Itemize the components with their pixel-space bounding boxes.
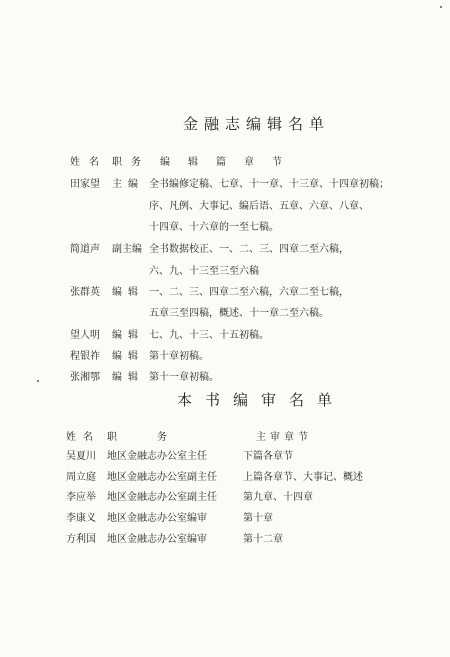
reviewer-name: 方利国 — [66, 534, 96, 545]
editor-name: 简道声 — [70, 244, 100, 255]
reviewer-role: 地区金融志办公室主任 — [107, 451, 207, 462]
editor-role: 副主编 — [112, 244, 142, 255]
header-name: 姓名 — [66, 432, 100, 443]
header-role: 职务 — [107, 432, 207, 443]
editor-work-line: 序、凡例、大事记、编后语、五章、六章、八章、 — [149, 201, 369, 212]
editor-work-line: 全书数据校正、一、二、三、四章二至六稿， — [149, 244, 349, 255]
scan-speck — [440, 6, 442, 8]
editor-role: 主编 — [112, 179, 144, 190]
editor-name: 张群英 — [70, 287, 100, 298]
editor-name: 田家望 — [70, 179, 100, 190]
scan-speck — [37, 380, 39, 382]
reviewer-name: 周立庭 — [66, 472, 96, 483]
editor-work-line: 五章三至四稿，概述、十一章二至六稿。 — [149, 308, 329, 319]
editor-name: 程银祚 — [70, 351, 100, 362]
reviewer-name: 吴夏川 — [66, 451, 96, 462]
header-chapters: 编辑篇章节 — [160, 157, 300, 168]
editor-work-line: 十四章、十六章的一至七稿。 — [149, 222, 279, 233]
editor-name: 张湘鄂 — [70, 372, 100, 383]
editor-work-line: 六、九、十三至三至六稿 — [149, 266, 259, 277]
reviewer-chapters: 第九章、十四章 — [243, 492, 313, 503]
reviewer-chapters: 下篇各章节 — [243, 451, 293, 462]
reviewer-chapters: 上篇各章节、大事记、概述 — [243, 472, 363, 483]
editor-work-line: 第十章初稿。 — [149, 351, 209, 362]
editor-role: 编辑 — [112, 351, 144, 362]
editor-role: 编辑 — [112, 372, 144, 383]
header-chapters: 主审章节 — [256, 432, 312, 443]
reviewer-chapters: 第十章 — [243, 513, 273, 524]
editor-role: 编辑 — [112, 287, 144, 298]
editor-work-line: 七、九、十三、十五初稿。 — [149, 330, 269, 341]
editorial-list-title: 金融志编辑名单 — [183, 115, 331, 133]
reviewer-chapters: 第十二章 — [243, 534, 283, 545]
reviewer-role: 地区金融志办公室编审 — [107, 534, 207, 545]
editor-work-line: 第十一章初稿。 — [149, 372, 219, 383]
reviewer-role: 地区金融志办公室编审 — [107, 513, 207, 524]
reviewer-name: 李应举 — [66, 492, 96, 503]
editor-work-line: 一、二、三、四章二至六稿，六章二至七稿， — [149, 287, 349, 298]
editor-name: 望人明 — [70, 330, 100, 341]
reviewer-role: 地区金融志办公室副主任 — [107, 492, 217, 503]
header-name: 姓名 — [70, 157, 108, 168]
reviewer-name: 李康义 — [66, 513, 96, 524]
header-role: 职务 — [112, 157, 150, 168]
reviewer-role: 地区金融志办公室副主任 — [107, 472, 217, 483]
editor-role: 编辑 — [112, 330, 144, 341]
editor-work-line: 全书编修定稿、七章、十一章、十三章、十四章初稿； — [149, 179, 389, 190]
review-list-title: 本书编审名单 — [177, 391, 346, 409]
